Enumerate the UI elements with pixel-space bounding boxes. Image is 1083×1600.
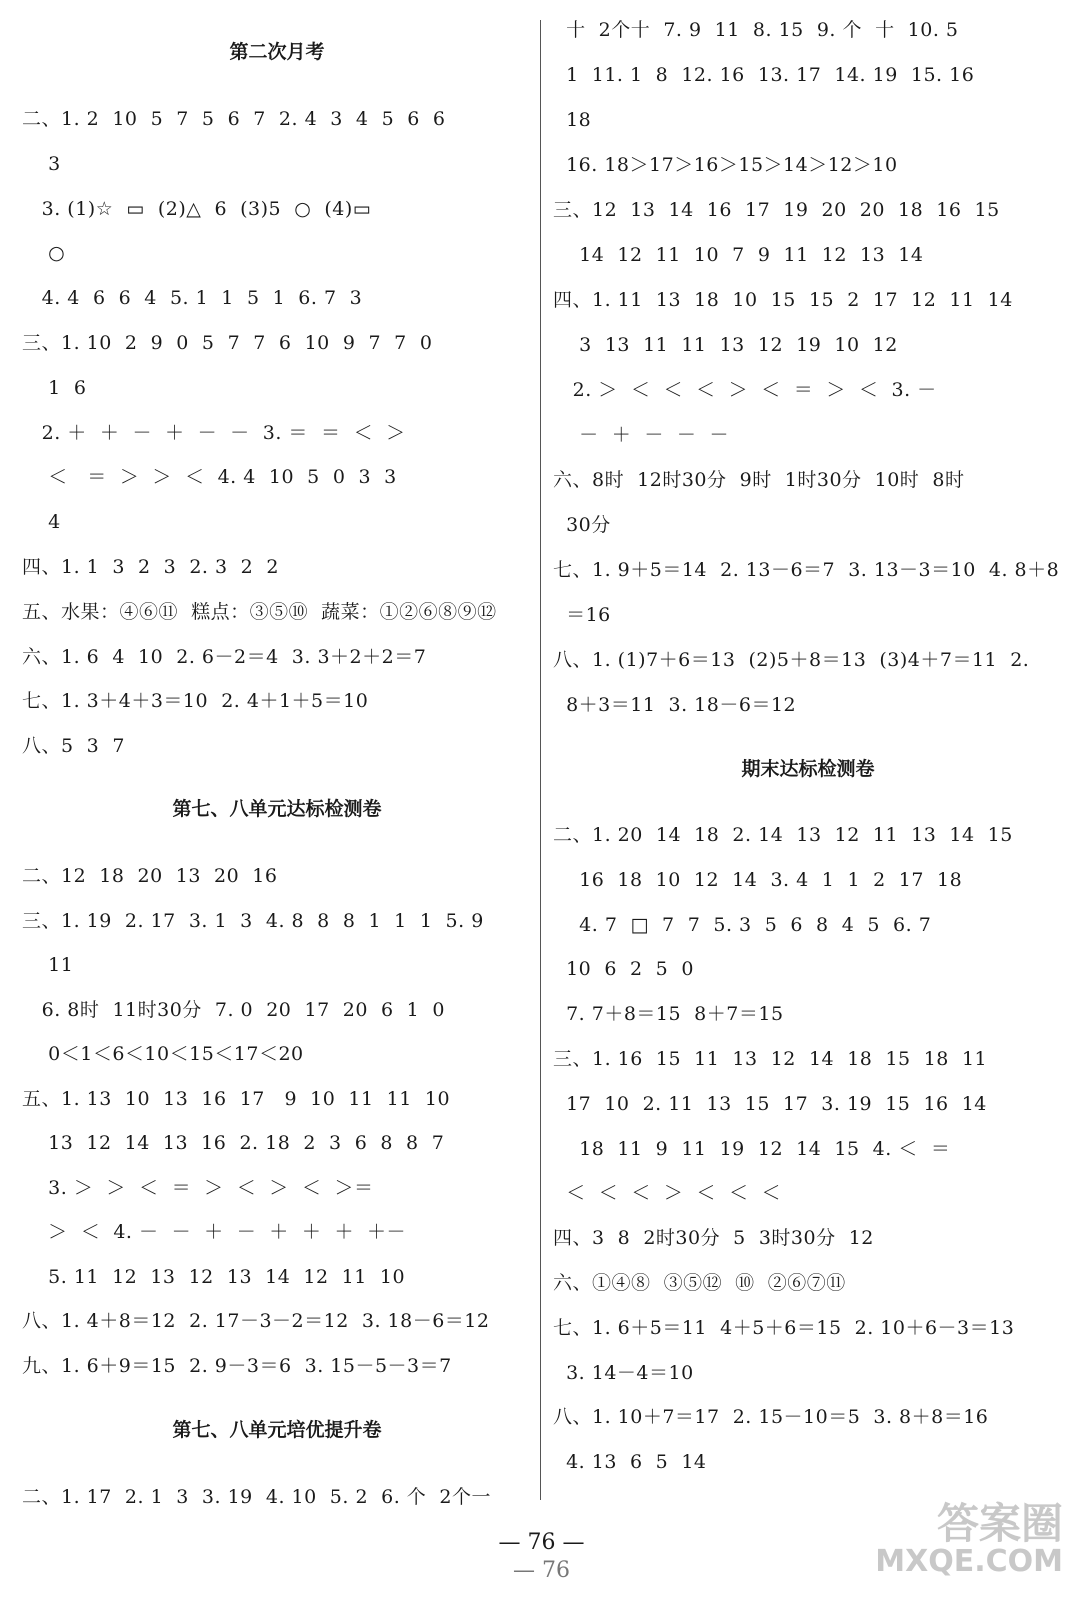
answer-line: 六、8时 12时30分 9时 1时30分 10时 8时 bbox=[553, 469, 965, 491]
answer-line: 0＜1＜6＜10＜15＜17＜20 bbox=[22, 1043, 304, 1065]
answer-line: 1 11. 1 8 12. 16 13. 17 14. 19 15. 16 bbox=[553, 64, 975, 86]
answer-line: 5. 11 12 13 12 13 14 12 11 10 bbox=[22, 1265, 406, 1288]
answer-line: 八、1. 10＋7＝17 2. 15－10＝5 3. 8＋8＝16 bbox=[553, 1406, 989, 1429]
answer-line: 三、1. 19 2. 17 3. 1 3 4. 8 8 8 1 1 1 5. 9 bbox=[22, 909, 484, 932]
answer-line: 2. ＋ ＋ － ＋ － － 3. ＝ ＝ ＜ ＞ bbox=[22, 421, 406, 444]
answer-line: 10 6 2 5 0 bbox=[553, 958, 694, 981]
answer-line: 二、12 18 20 13 20 16 bbox=[22, 865, 278, 887]
answer-line: 四、1. 1 3 2 3 2. 3 2 2 bbox=[22, 556, 279, 578]
answer-line: 16 18 10 12 14 3. 4 1 1 2 17 18 bbox=[553, 868, 963, 891]
answer-line: 3. (1)☆ ▭ (2)△ 6 (3)5 ○ (4)▭ bbox=[22, 197, 372, 220]
answer-line: ＞ ＜ 4. － － ＋ － ＋ ＋ ＋ ＋－ bbox=[22, 1221, 407, 1243]
watermark-main-text: 答案圈 bbox=[936, 1499, 1063, 1548]
answer-line: 1 6 bbox=[22, 376, 87, 399]
section-title-unit-7-8-test: 第七、八单元达标检测卷 bbox=[172, 798, 382, 820]
answer-line: 17 10 2. 11 13 15 17 3. 19 15 16 14 bbox=[553, 1092, 987, 1115]
answer-line: 16. 18＞17＞16＞15＞14＞12＞10 bbox=[553, 154, 898, 176]
answer-line: 14 12 11 10 7 9 11 12 13 14 bbox=[553, 244, 924, 266]
answer-line: 4 bbox=[22, 511, 61, 534]
answer-line: 三、12 13 14 16 17 19 20 20 18 16 15 bbox=[553, 199, 1000, 221]
answer-line: 二、1. 17 2. 1 3 3. 19 4. 10 5. 2 6. 个 2个一 bbox=[22, 1486, 491, 1508]
answer-line: ＜ ＝ ＞ ＞ ＜ 4. 4 10 5 0 3 3 bbox=[22, 466, 397, 489]
watermark-logo bbox=[875, 1499, 1063, 1579]
column-divider bbox=[540, 20, 541, 1500]
answer-line: 七、1. 6＋5＝11 4＋5＋6＝15 2. 10＋6－3＝13 bbox=[553, 1316, 1015, 1339]
answer-line: 五、水果：④⑥⑪ 糕点：③⑤⑩ 蔬菜：①②⑥⑧⑨⑫ bbox=[22, 600, 497, 623]
answer-line: 六、1. 6 4 10 2. 6－2＝4 3. 3＋2＋2＝7 bbox=[22, 645, 427, 668]
answer-line: 二、1. 2 10 5 7 5 6 7 2. 4 3 4 5 6 6 bbox=[22, 108, 446, 130]
section-title-unit-7-8-advanced: 第七、八单元培优提升卷 bbox=[172, 1419, 382, 1441]
answer-line: 11 bbox=[22, 954, 74, 976]
answer-line: 4. 7 □ 7 7 5. 3 5 6 8 4 5 6. 7 bbox=[553, 913, 932, 936]
answer-line: 九、1. 6＋9＝15 2. 9－3＝6 3. 15－5－3＝7 bbox=[22, 1354, 452, 1377]
answer-line: 3. ＞ ＞ ＜ ＝ ＞ ＜ ＞ ＜ ＞＝ bbox=[22, 1176, 374, 1199]
answer-line: 4. 4 6 6 4 5. 1 1 5 1 6. 7 3 bbox=[22, 287, 363, 310]
answer-line: 四、3 8 2时30分 5 3时30分 12 bbox=[553, 1227, 874, 1250]
answer-line: 7. 7＋8＝15 8＋7＝15 bbox=[553, 1003, 784, 1026]
answer-line: 五、1. 13 10 13 16 17 9 10 11 11 10 bbox=[22, 1087, 451, 1110]
answer-line: 四、1. 11 13 18 10 15 15 2 17 12 11 14 bbox=[553, 289, 1013, 311]
section-title-second-monthly-exam: 第二次月考 bbox=[229, 41, 325, 63]
answer-line: 2. ＞ ＜ ＜ ＜ ＞ ＜ ＝ ＞ ＜ 3. － bbox=[553, 379, 937, 401]
answer-line: 三、1. 16 15 11 13 12 14 18 15 18 11 bbox=[553, 1048, 988, 1070]
answer-line: 18 bbox=[553, 109, 592, 131]
answer-line: 二、1. 20 14 18 2. 14 13 12 11 13 14 15 bbox=[553, 824, 1013, 846]
answer-line: 8＋3＝11 3. 18－6＝12 bbox=[553, 694, 797, 716]
answer-line: ○ bbox=[22, 242, 66, 265]
answer-line: 30分 bbox=[553, 514, 611, 536]
answer-line: － ＋ － － － bbox=[553, 424, 729, 446]
answer-line: ＜ ＜ ＜ ＞ ＜ ＜ ＜ bbox=[553, 1182, 782, 1205]
answer-line: 八、5 3 7 bbox=[22, 735, 125, 758]
answer-line: 六、①④⑧ ③⑤⑫ ⑩ ②⑥⑦⑪ bbox=[553, 1272, 846, 1294]
page-number: — 76 — bbox=[498, 1530, 585, 1555]
page-number-ghost: — 76 bbox=[513, 1558, 570, 1583]
answer-line: 十 2个十 7. 9 11 8. 15 9. 个 十 10. 5 bbox=[553, 19, 959, 41]
answer-line: 3 13 11 11 13 12 19 10 12 bbox=[553, 334, 898, 356]
answer-line: 3 bbox=[22, 152, 61, 175]
answer-line: ＝16 bbox=[553, 604, 611, 626]
answer-line: 13 12 14 13 16 2. 18 2 3 6 8 8 7 bbox=[22, 1132, 445, 1154]
answer-line: 三、1. 10 2 9 0 5 7 7 6 10 9 7 7 0 bbox=[22, 332, 433, 354]
answer-line: 6. 8时 11时30分 7. 0 20 17 20 6 1 0 bbox=[22, 998, 445, 1021]
answer-line: 八、1. 4＋8＝12 2. 17－3－2＝12 3. 18－6＝12 bbox=[22, 1310, 490, 1332]
section-title-final-exam: 期末达标检测卷 bbox=[741, 758, 875, 780]
answer-line: 七、1. 3＋4＋3＝10 2. 4＋1＋5＝10 bbox=[22, 690, 369, 713]
answer-line: 八、1. (1)7＋6＝13 (2)5＋8＝13 (3)4＋7＝11 2. bbox=[553, 649, 1030, 671]
answer-line: 4. 13 6 5 14 bbox=[553, 1451, 707, 1474]
answer-line: 3. 14－4＝10 bbox=[553, 1361, 694, 1384]
answer-line: 七、1. 9＋5＝14 2. 13－6＝7 3. 13－3＝10 4. 8＋8 bbox=[553, 559, 1060, 581]
answer-line: 18 11 9 11 19 12 14 15 4. ＜ ＝ bbox=[553, 1137, 951, 1160]
watermark-sub-text: MXQE.COM bbox=[875, 1544, 1063, 1579]
